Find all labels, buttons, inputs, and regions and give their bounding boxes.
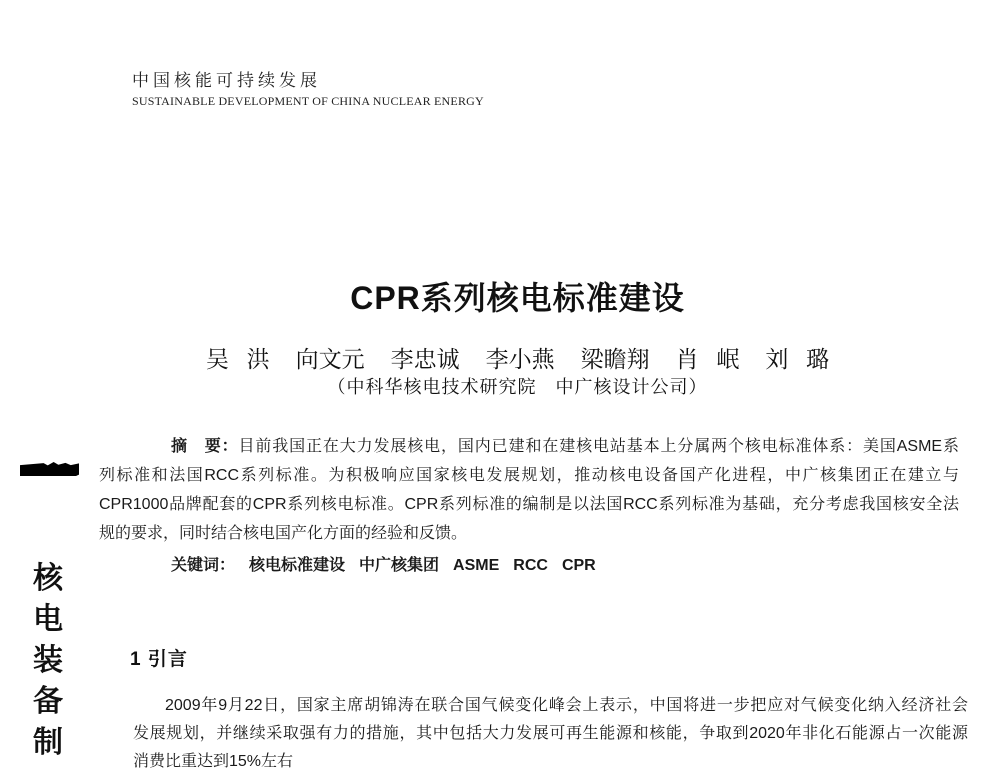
keyword-term: 中广核集团	[359, 557, 440, 574]
redaction-mark	[20, 462, 79, 476]
margin-label-char: 装	[33, 644, 63, 677]
keyword-term: 核电标准建设	[249, 557, 346, 574]
author-name: 刘 璐	[765, 347, 830, 372]
intro-paragraph	[133, 692, 968, 776]
body-line: 2009年9月22日，国家主席胡锦涛在联合国气候变化峰会上表示，中国将进一步把应对气候变化纳入经济社会	[165, 697, 968, 714]
affiliation-line: （中科华核电技术研究院 中广核设计公司）	[327, 377, 708, 397]
abstract-label: 摘 要：	[171, 438, 239, 455]
abstract-block	[99, 432, 959, 580]
abstract-line: 规的要求，同时结合核电国产化方面的经验和反馈。	[99, 525, 468, 542]
abstract-text: 目前我国正在大力发展核电，国内已建和在建核电站基本上分属两个核电标准体系：美国ASME系	[238, 438, 959, 455]
keywords-line	[99, 551, 959, 580]
author-name: 吴 洪	[205, 347, 270, 372]
keywords-label: 关键词：	[171, 557, 236, 574]
keyword-term: ASME	[453, 557, 500, 574]
author-name: 向文元	[295, 347, 365, 372]
body-line: 消费比重达到15%左右	[133, 753, 294, 770]
journal-title-chinese: 中国核能可持续发展	[132, 71, 321, 90]
abstract-line: CPR1000品牌配套的CPR系列核电标准。CPR系列标准的编制是以法国RCC系列标准为基础，充分考虑我国核安全法	[99, 496, 959, 513]
margin-label-char: 备	[33, 685, 63, 718]
journal-masthead	[132, 66, 484, 109]
margin-label-char: 制	[33, 726, 63, 759]
body-line: 发展规划，并继续采取强有力的措施，其中包括大力发展可再生能源和核能，争取到2020年非化石能源占一次能源	[133, 725, 968, 742]
article-title: CPR系列核电标准建设	[350, 280, 685, 316]
author-name: 李忠诚	[390, 347, 460, 372]
margin-label-char: 核	[33, 562, 63, 595]
keyword-term: CPR	[561, 557, 596, 574]
abstract-line: 列标准和法国RCC系列标准。为积极响应国家核电发展规划，推动核电设备国产化进程，中广核集团正在建立与	[99, 467, 959, 484]
section-heading: 1 引言	[130, 649, 188, 670]
author-name: 梁瞻翔	[580, 347, 650, 372]
abstract-line	[99, 432, 959, 461]
margin-label-char: 电	[33, 603, 63, 636]
author-name: 肖 岷	[675, 347, 740, 372]
author-name: 李小燕	[485, 347, 555, 372]
margin-vertical-label	[33, 564, 63, 758]
authors-line	[100, 341, 935, 374]
journal-title-english: SUSTAINABLE DEVELOPMENT OF CHINA NUCLEAR ENERGY	[132, 94, 484, 108]
keyword-term: RCC	[513, 557, 548, 574]
